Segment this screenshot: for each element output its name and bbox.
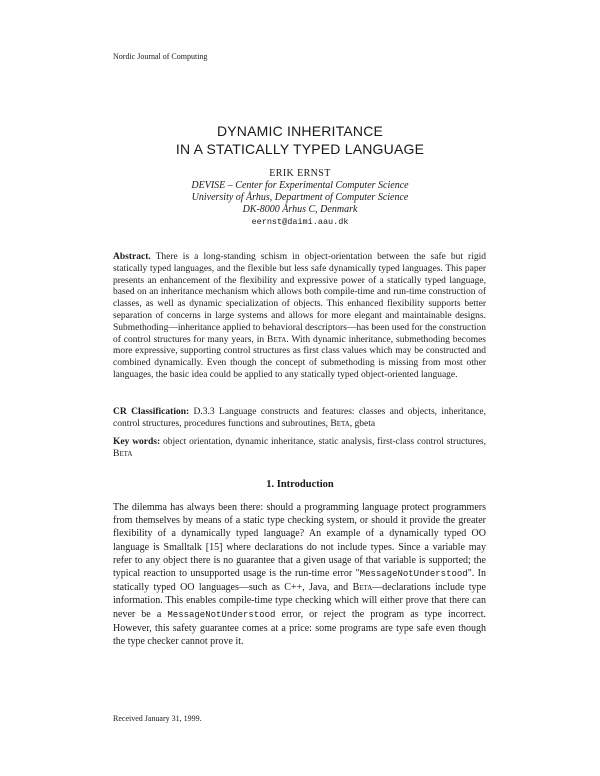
intro-code-2: MessageNotUnderstood (167, 609, 276, 620)
affiliation-line-2: University of Århus, Department of Computer Science (191, 192, 409, 203)
cr-beta: Beta (330, 418, 350, 429)
author-block (0, 168, 600, 228)
cr-label: CR Classification: (113, 407, 190, 417)
intro-text-2: ". In statically typed OO languages—such as C++, Java, and (113, 568, 486, 594)
abstract-beta: Beta (266, 334, 287, 345)
keywords (113, 437, 486, 461)
author-email: eernst@daimi.aau.dk (251, 217, 349, 227)
cr-text-1: D.3.3 Language constructs and features: classes and objects, inheritance, control structures, procedures functions and subroutines, (113, 407, 486, 429)
abstract-text-1: There is a long-standing schism in object-orientation between the safe but rigid statically typed languages, and the flexible but less safe dynamically typed languages. This paper presents an enhancement of the flexibility and expressive power of a statically typed language, based on an inheritance mechanism which allows both compile-time and run-time construction of classes, as well as dynamic specialization of objects. This enhanced flexibility supports better separation of concerns in large systems and allows for more elegant and maintainable designs. Submethoding—inheritance applied to behavioral descriptors—has been used for the construction of control structures for many years, in (113, 252, 486, 345)
intro-beta: Beta (352, 582, 373, 594)
section-heading: 1. Introduction (266, 479, 334, 490)
intro-text-4: error, or reject the program as type incorrect. However, this safety guarantee comes at a price: some programs are type safe even though the type checker cannot prove it. (113, 608, 487, 648)
cr-classification (113, 407, 486, 431)
abstract-text-2: . With dynamic inheritance, submethoding becomes more expressive, supporting control structures as first class values which may be constructed and combined dynamically. Even though the concept of submethoding is missing from most other languages, the basic idea could be applied to any statically typed object-oriented language. (113, 334, 486, 380)
affiliation-line-3: DK-8000 Århus C, Denmark (242, 204, 358, 215)
keywords-text: object orientation, dynamic inheritance, static analysis, first-class control structures, (160, 437, 487, 447)
intro-text-1: The dilemma has always been there: should a programming language protect programmers from themselves by means of a static type checking system, or should it provide the greater flexibility of a dynamically typed language? An example of a dynamically typed OO language is Smalltalk [15] where declarations do not include types. Since a variable may refer to any object there is no guarantee that a given usage of that variable is supported; the typical reaction to unsupported usage is the run-time error " (113, 502, 486, 580)
paper-title (0, 122, 600, 158)
abstract-label: Abstract. (113, 252, 151, 262)
received-date: Received January 31, 1999. (113, 714, 202, 723)
title-line-1: DYNAMIC INHERITANCE (216, 123, 384, 139)
intro-text-3: —declarations include type information. This enables compile-time type checking which will either prove that there can never be a (113, 582, 486, 620)
abstract (113, 252, 486, 382)
journal-name: Nordic Journal of Computing (113, 52, 208, 61)
keywords-label: Key words: (113, 437, 161, 447)
keywords-beta: Beta (113, 448, 133, 459)
intro-code-1: MessageNotUnderstood (359, 569, 468, 580)
author-name: ERIK ERNST (269, 168, 331, 179)
title-line-2: IN A STATICALLY TYPED LANGUAGE (175, 141, 425, 157)
introduction-paragraph (113, 501, 486, 648)
affiliation-line-1: DEVISE – Center for Experimental Computer Science (191, 180, 409, 191)
cr-text-2: , gbeta (349, 418, 376, 429)
